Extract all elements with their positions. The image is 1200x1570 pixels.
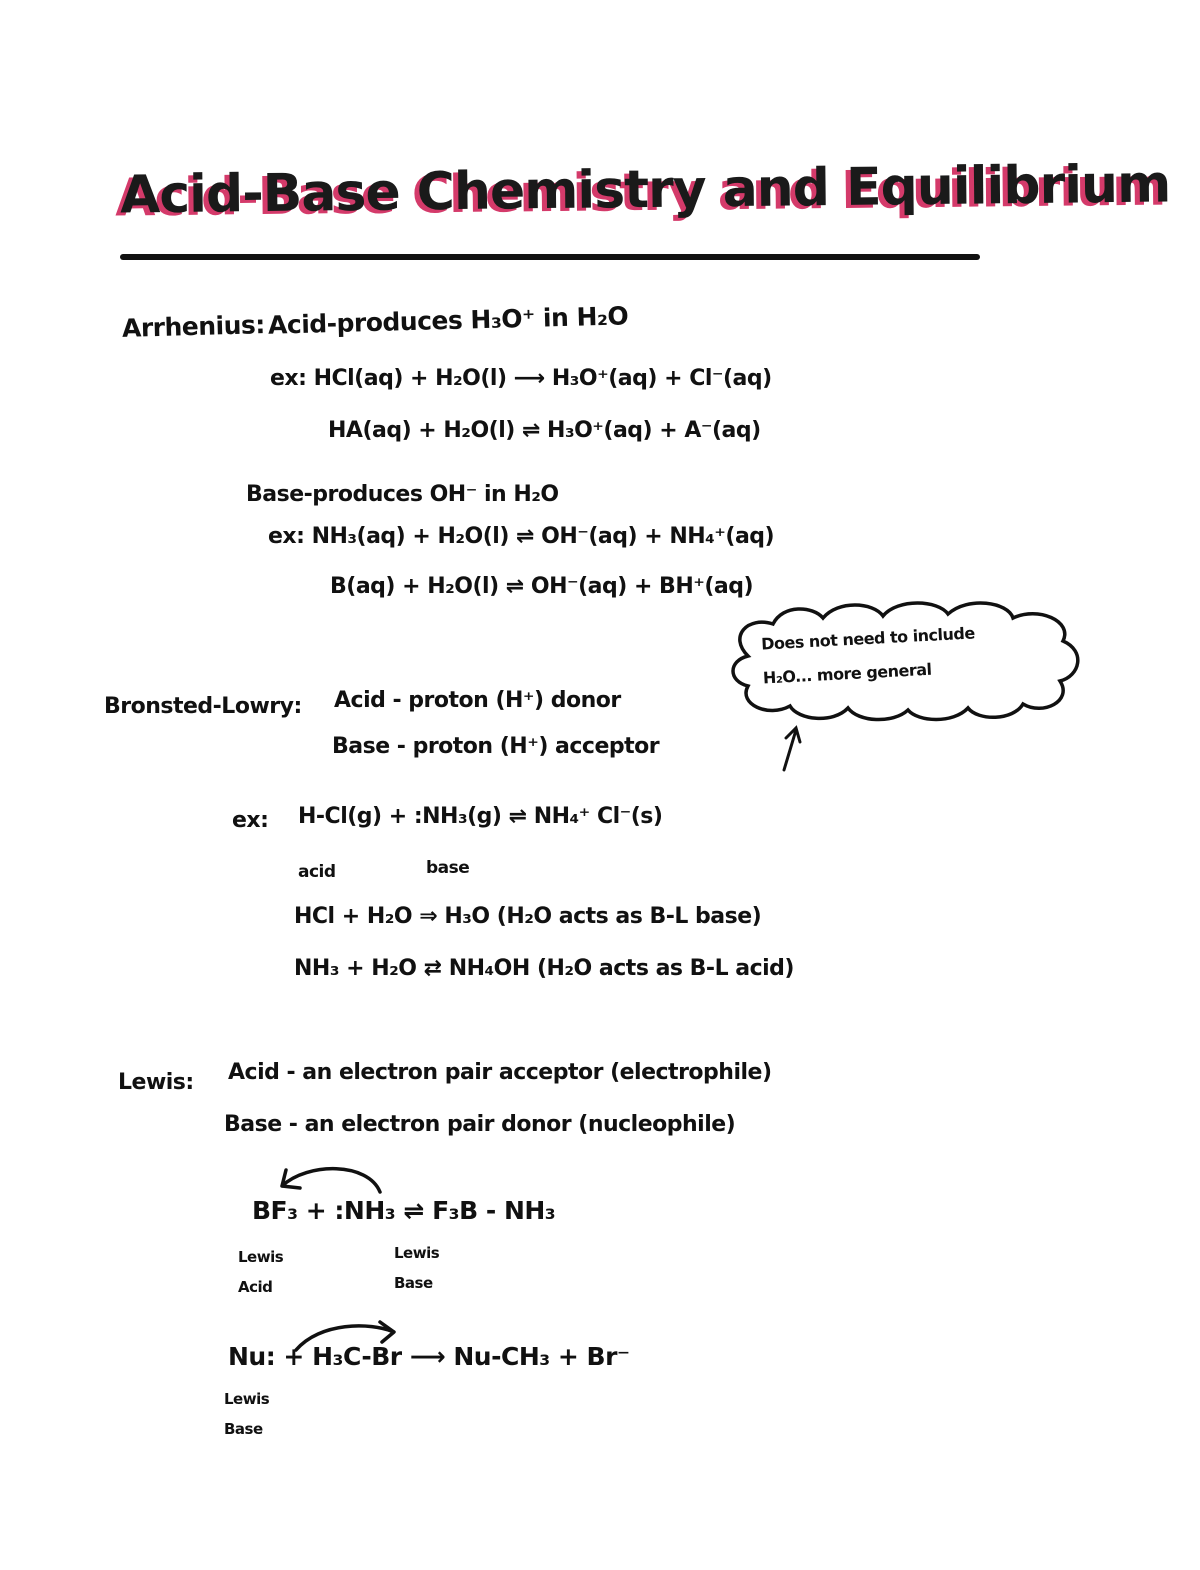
note-line-1: Does not need to include: [760, 623, 976, 654]
nh3-lewis-base-label: [394, 1238, 439, 1298]
bf3-label-line-1: Lewis: [238, 1248, 284, 1266]
lewis-heading: Lewis:: [118, 1070, 194, 1095]
nu-label-line-2: Base: [224, 1420, 263, 1438]
nh3-label-line-2: Base: [394, 1274, 433, 1292]
bf3-label-line-2: Acid: [238, 1278, 273, 1296]
title-underline: [120, 254, 980, 260]
bronsted-hcl-water-line: HCl + H₂O ⇒ H₃O (H₂O acts as B-L base): [294, 904, 762, 929]
bronsted-base-label: base: [426, 858, 470, 878]
arrhenius-base-definition: Base-produces OH⁻ in H₂O: [246, 482, 559, 507]
bronsted-heading: Bronsted-Lowry:: [104, 694, 302, 719]
lewis-equation-1: BF₃ + :NH₃ ⇌ F₃B - NH₃: [252, 1196, 556, 1225]
arrhenius-acid-definition: Acid-produces H₃O⁺ in H₂O: [267, 301, 629, 340]
arrhenius-base-example-2: B(aq) + H₂O(l) ⇌ OH⁻(aq) + BH⁺(aq): [330, 574, 754, 599]
note-line-2: H₂O... more general: [762, 659, 932, 688]
bronsted-acid-label: acid: [298, 862, 336, 882]
bronsted-nh3-water-line: NH₃ + H₂O ⇄ NH₄OH (H₂O acts as B-L acid): [294, 956, 794, 981]
bronsted-acid-definition: Acid - proton (H⁺) donor: [334, 688, 621, 713]
arrhenius-heading: Arrhenius:: [121, 310, 266, 343]
arrhenius-acid-example-2: HA(aq) + H₂O(l) ⇌ H₃O⁺(aq) + A⁻(aq): [328, 418, 761, 443]
bronsted-example-equation: H-Cl(g) + :NH₃(g) ⇌ NH₄⁺ Cl⁻(s): [298, 804, 663, 829]
nu-label-line-1: Lewis: [224, 1390, 270, 1408]
lewis-acid-definition: Acid - an electron pair acceptor (electrophile): [228, 1060, 772, 1085]
page-title: Acid-Base Chemistry and Equilibrium: [119, 154, 1171, 226]
nu-lewis-base-label: [224, 1384, 269, 1444]
bf3-lewis-acid-label: [238, 1242, 283, 1302]
lewis-equation-2: Nu: + H₃C-Br ⟶ Nu-CH₃ + Br⁻: [228, 1342, 630, 1371]
arrhenius-acid-example-1: ex: HCl(aq) + H₂O(l) ⟶ H₃O⁺(aq) + Cl⁻(aq): [270, 366, 772, 391]
lewis-base-definition: Base - an electron pair donor (nucleophile): [224, 1112, 736, 1137]
note-pointer-arrow-icon: [776, 724, 806, 774]
bronsted-example-label: ex:: [232, 808, 269, 833]
nh3-label-line-1: Lewis: [394, 1244, 440, 1262]
arrhenius-base-example-1: ex: NH₃(aq) + H₂O(l) ⇌ OH⁻(aq) + NH₄⁺(aq): [268, 524, 775, 549]
bronsted-base-definition: Base - proton (H⁺) acceptor: [332, 734, 660, 759]
